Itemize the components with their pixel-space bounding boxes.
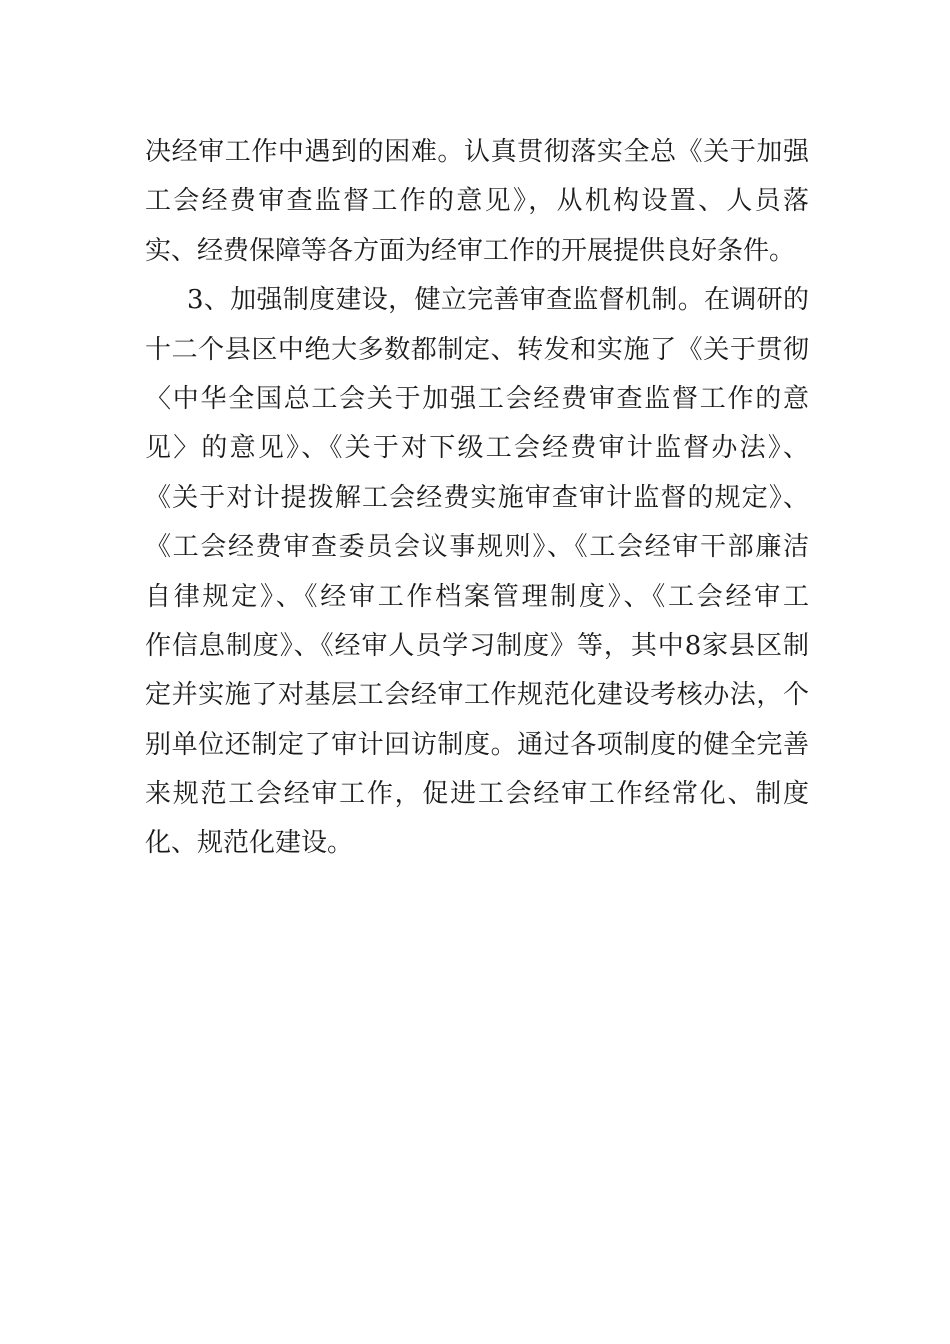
text-line: 作信息制度》、《经审人员学习制度》等，其中8家县区制	[145, 630, 809, 661]
text-line: 定并实施了对基层工会经审工作规范化建设考核办法，个	[145, 680, 809, 711]
text-line: 《工会经费审查委员会议事规则》、《工会经审干部廉洁	[145, 532, 809, 563]
text-line: 3、加强制度建设，健立完善审查监督机制。在调研的	[187, 285, 809, 316]
text-line: 《关于对计提拨解工会经费实施审查审计监督的规定》、	[145, 482, 809, 513]
text-line: 来规范工会经审工作，促进工会经审工作经常化、制度	[145, 779, 809, 810]
text-line: 决经审工作中遇到的困难。认真贯彻落实全总《关于加强	[145, 137, 809, 167]
document-body	[145, 128, 809, 869]
text-line: 见〉的意见》、《关于对下级工会经费审计监督办法》、	[145, 433, 809, 464]
paragraph-1	[145, 128, 809, 276]
text-line: 别单位还制定了审计回访制度。通过各项制度的健全完善	[145, 729, 809, 760]
text-line: 工会经费审查监督工作的意见》，从机构设置、人员落	[145, 186, 809, 217]
text-line: 〈中华全国总工会关于加强工会经费审查监督工作的意	[145, 383, 809, 414]
text-line: 化、规范化建设。	[145, 828, 354, 859]
text-line: 自律规定》、《经审工作档案管理制度》、《工会经审工	[145, 581, 809, 612]
paragraph-2	[145, 276, 809, 869]
text-line: 实、经费保障等各方面为经审工作的开展提供良好条件。	[145, 235, 796, 266]
text-line: 十二个县区中绝大多数都制定、转发和实施了《关于贯彻	[145, 334, 809, 365]
